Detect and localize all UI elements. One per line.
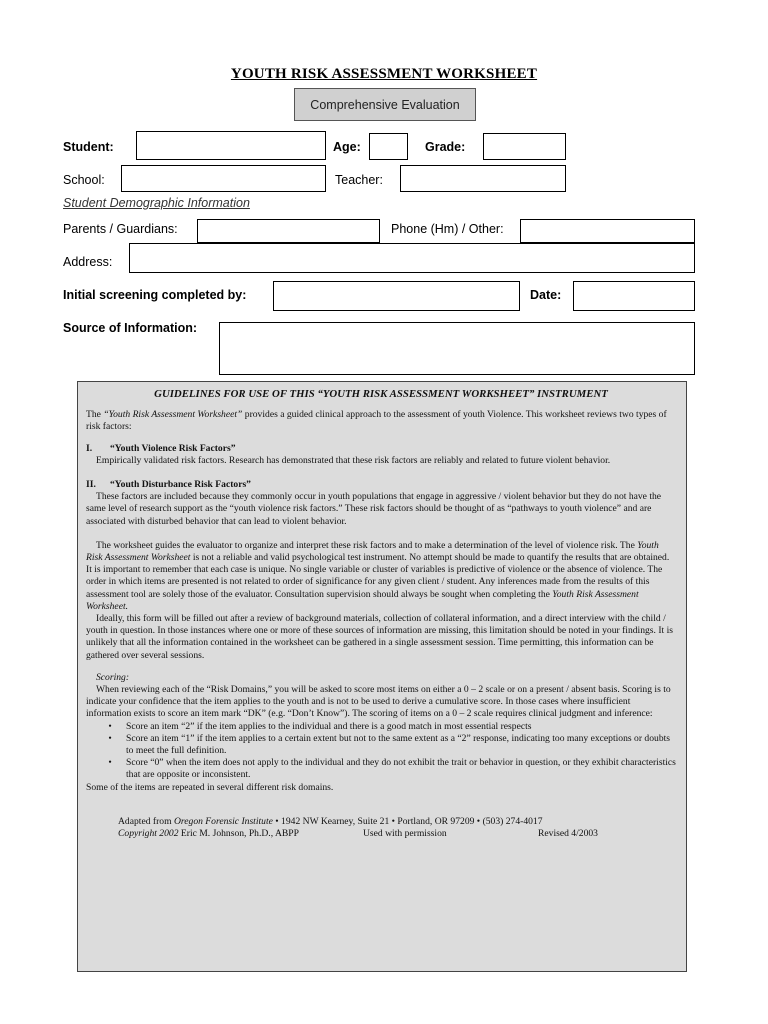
guidelines-paragraph-1: The worksheet guides the evaluator to organize and interpret these risk factors and to make a determination of the level of violence risk. The Youth Risk Assessment Worksheet is not a reliable and valid psychological test instrument. No attempt should be made to quantify the results that are obtained. It is important to remember that each case is unique. No single variable or cluster of variables is predictive of violence or the absence of violence. The order in which items are presented is not related to order of significance for any given client / student. Any inferences made from the results of this assessment tool are solely those of the evaluator. Consultation supervision should always be sought when completing the Youth Risk Assessment Worksheet. bbox=[86, 539, 670, 612]
permission-note: Used with permission bbox=[363, 828, 447, 840]
evaluation-type-badge bbox=[294, 88, 476, 121]
grade-label: Grade: bbox=[425, 140, 466, 154]
source-field[interactable] bbox=[219, 322, 695, 375]
section-1-text: Empirically validated risk factors. Research has demonstrated that these risk factors are reliably and related to future violent behavior. bbox=[96, 454, 611, 466]
bullet-icon: • bbox=[108, 757, 112, 769]
adapted-from: Adapted from Oregon Forensic Institute • 1942 NW Kearney, Suite 21 • Portland, OR 97209 • (503) 274-4017 bbox=[118, 815, 543, 827]
demographic-section-heading: Student Demographic Information bbox=[63, 196, 250, 210]
scoring-label: Scoring: bbox=[96, 671, 130, 683]
student-label: Student: bbox=[63, 140, 114, 154]
section-disturbance-risk bbox=[86, 479, 676, 528]
scoring-text: When reviewing each of the “Risk Domains,” you will be asked to score most items on either a 0 – 2 scale or on a present / absent basis. Scoring is to indicate your confidence that the item applies to the youth and is not to be used to derive a cumulative score. In those cases where insufficient information exists to score an item mark “DK” (e.g. “Don’t Know”). The scoring of items on a 0 – 2 scale requires clinical judgment and inference: bbox=[86, 684, 671, 720]
date-field[interactable] bbox=[573, 281, 695, 311]
evaluation-type-label: Comprehensive Evaluation bbox=[310, 97, 460, 112]
section-2-text: These factors are included because they commonly occur in youth populations that engage in aggressive / violent behavior but they do not have the same level of research support as the “youth violence risk factors.” These risk factors should be thought of as “pathways to youth violence” and are associated with disturbed behavior that can lead to violent behavior. bbox=[86, 491, 662, 527]
guidelines-heading: GUIDELINES FOR USE OF THIS “YOUTH RISK ASSESSMENT WORKSHEET” INSTRUMENT bbox=[154, 388, 608, 400]
section-1-number: I. bbox=[86, 442, 93, 454]
guidelines-paragraph-2: Ideally, this form will be filled out after a review of background materials, collection of collateral information, and a direct interview with the child / youth in question. In those instances where one or more of these sources of information are missing, this limitation should be noted in your findings. It is unlikely that all the information contained in the worksheet can be gathered in a single assessment session. Time permitting, this information can be gathered over several sessions. bbox=[86, 613, 673, 661]
screening-field[interactable] bbox=[273, 281, 520, 311]
scoring-bullets bbox=[94, 721, 676, 782]
list-item: • Score an item “1” if the item applies to a certain extent but not to the same extent as a “2” response, indicating too many exceptions or doubts to meet the full definition. bbox=[94, 733, 676, 757]
address-label: Address: bbox=[63, 255, 113, 269]
copyright: Copyright 2002 Eric M. Johnson, Ph.D., ABPP bbox=[118, 828, 299, 840]
section-2-title: “Youth Disturbance Risk Factors” bbox=[110, 479, 251, 491]
teacher-label: Teacher: bbox=[335, 173, 383, 187]
grade-field[interactable] bbox=[483, 133, 566, 160]
worksheet-title: YOUTH RISK ASSESSMENT WORKSHEET bbox=[230, 66, 538, 82]
student-field[interactable] bbox=[136, 131, 326, 160]
screening-label: Initial screening completed by: bbox=[63, 288, 247, 302]
bullet-icon: • bbox=[108, 720, 112, 732]
school-label: School: bbox=[63, 173, 105, 187]
section-1-title: “Youth Violence Risk Factors” bbox=[110, 442, 236, 454]
bullet-icon: • bbox=[108, 732, 112, 744]
phone-field[interactable] bbox=[520, 219, 695, 243]
phone-label: Phone (Hm) / Other: bbox=[391, 222, 504, 236]
parents-label: Parents / Guardians: bbox=[63, 222, 178, 236]
guidelines-footer bbox=[86, 816, 676, 840]
list-item: • Score an item “2” if the item applies to the individual and there is a good match in most essential respects bbox=[94, 721, 676, 733]
guidelines-panel bbox=[77, 381, 687, 972]
age-field[interactable] bbox=[369, 133, 408, 160]
school-field[interactable] bbox=[121, 165, 326, 192]
age-label: Age: bbox=[333, 140, 361, 154]
guidelines-intro: The “Youth Risk Assessment Worksheet” provides a guided clinical approach to the assessment of youth Violence. This worksheet reviews two types of risk factors: bbox=[86, 409, 667, 433]
section-violence-risk bbox=[86, 443, 676, 467]
date-label: Date: bbox=[530, 288, 562, 302]
address-field[interactable] bbox=[129, 243, 695, 273]
teacher-field[interactable] bbox=[400, 165, 566, 192]
revision-date: Revised 4/2003 bbox=[538, 828, 598, 840]
section-2-number: II. bbox=[86, 479, 96, 491]
list-item: • Score “0” when the item does not apply to the individual and they do not exhibit the trait or behavior in question, or they exhibit characteristics that are opposite or inconsistent. bbox=[94, 757, 676, 781]
parents-field[interactable] bbox=[197, 219, 380, 243]
source-label: Source of Information: bbox=[63, 321, 198, 335]
repeated-items-note: Some of the items are repeated in several different risk domains. bbox=[86, 781, 334, 793]
